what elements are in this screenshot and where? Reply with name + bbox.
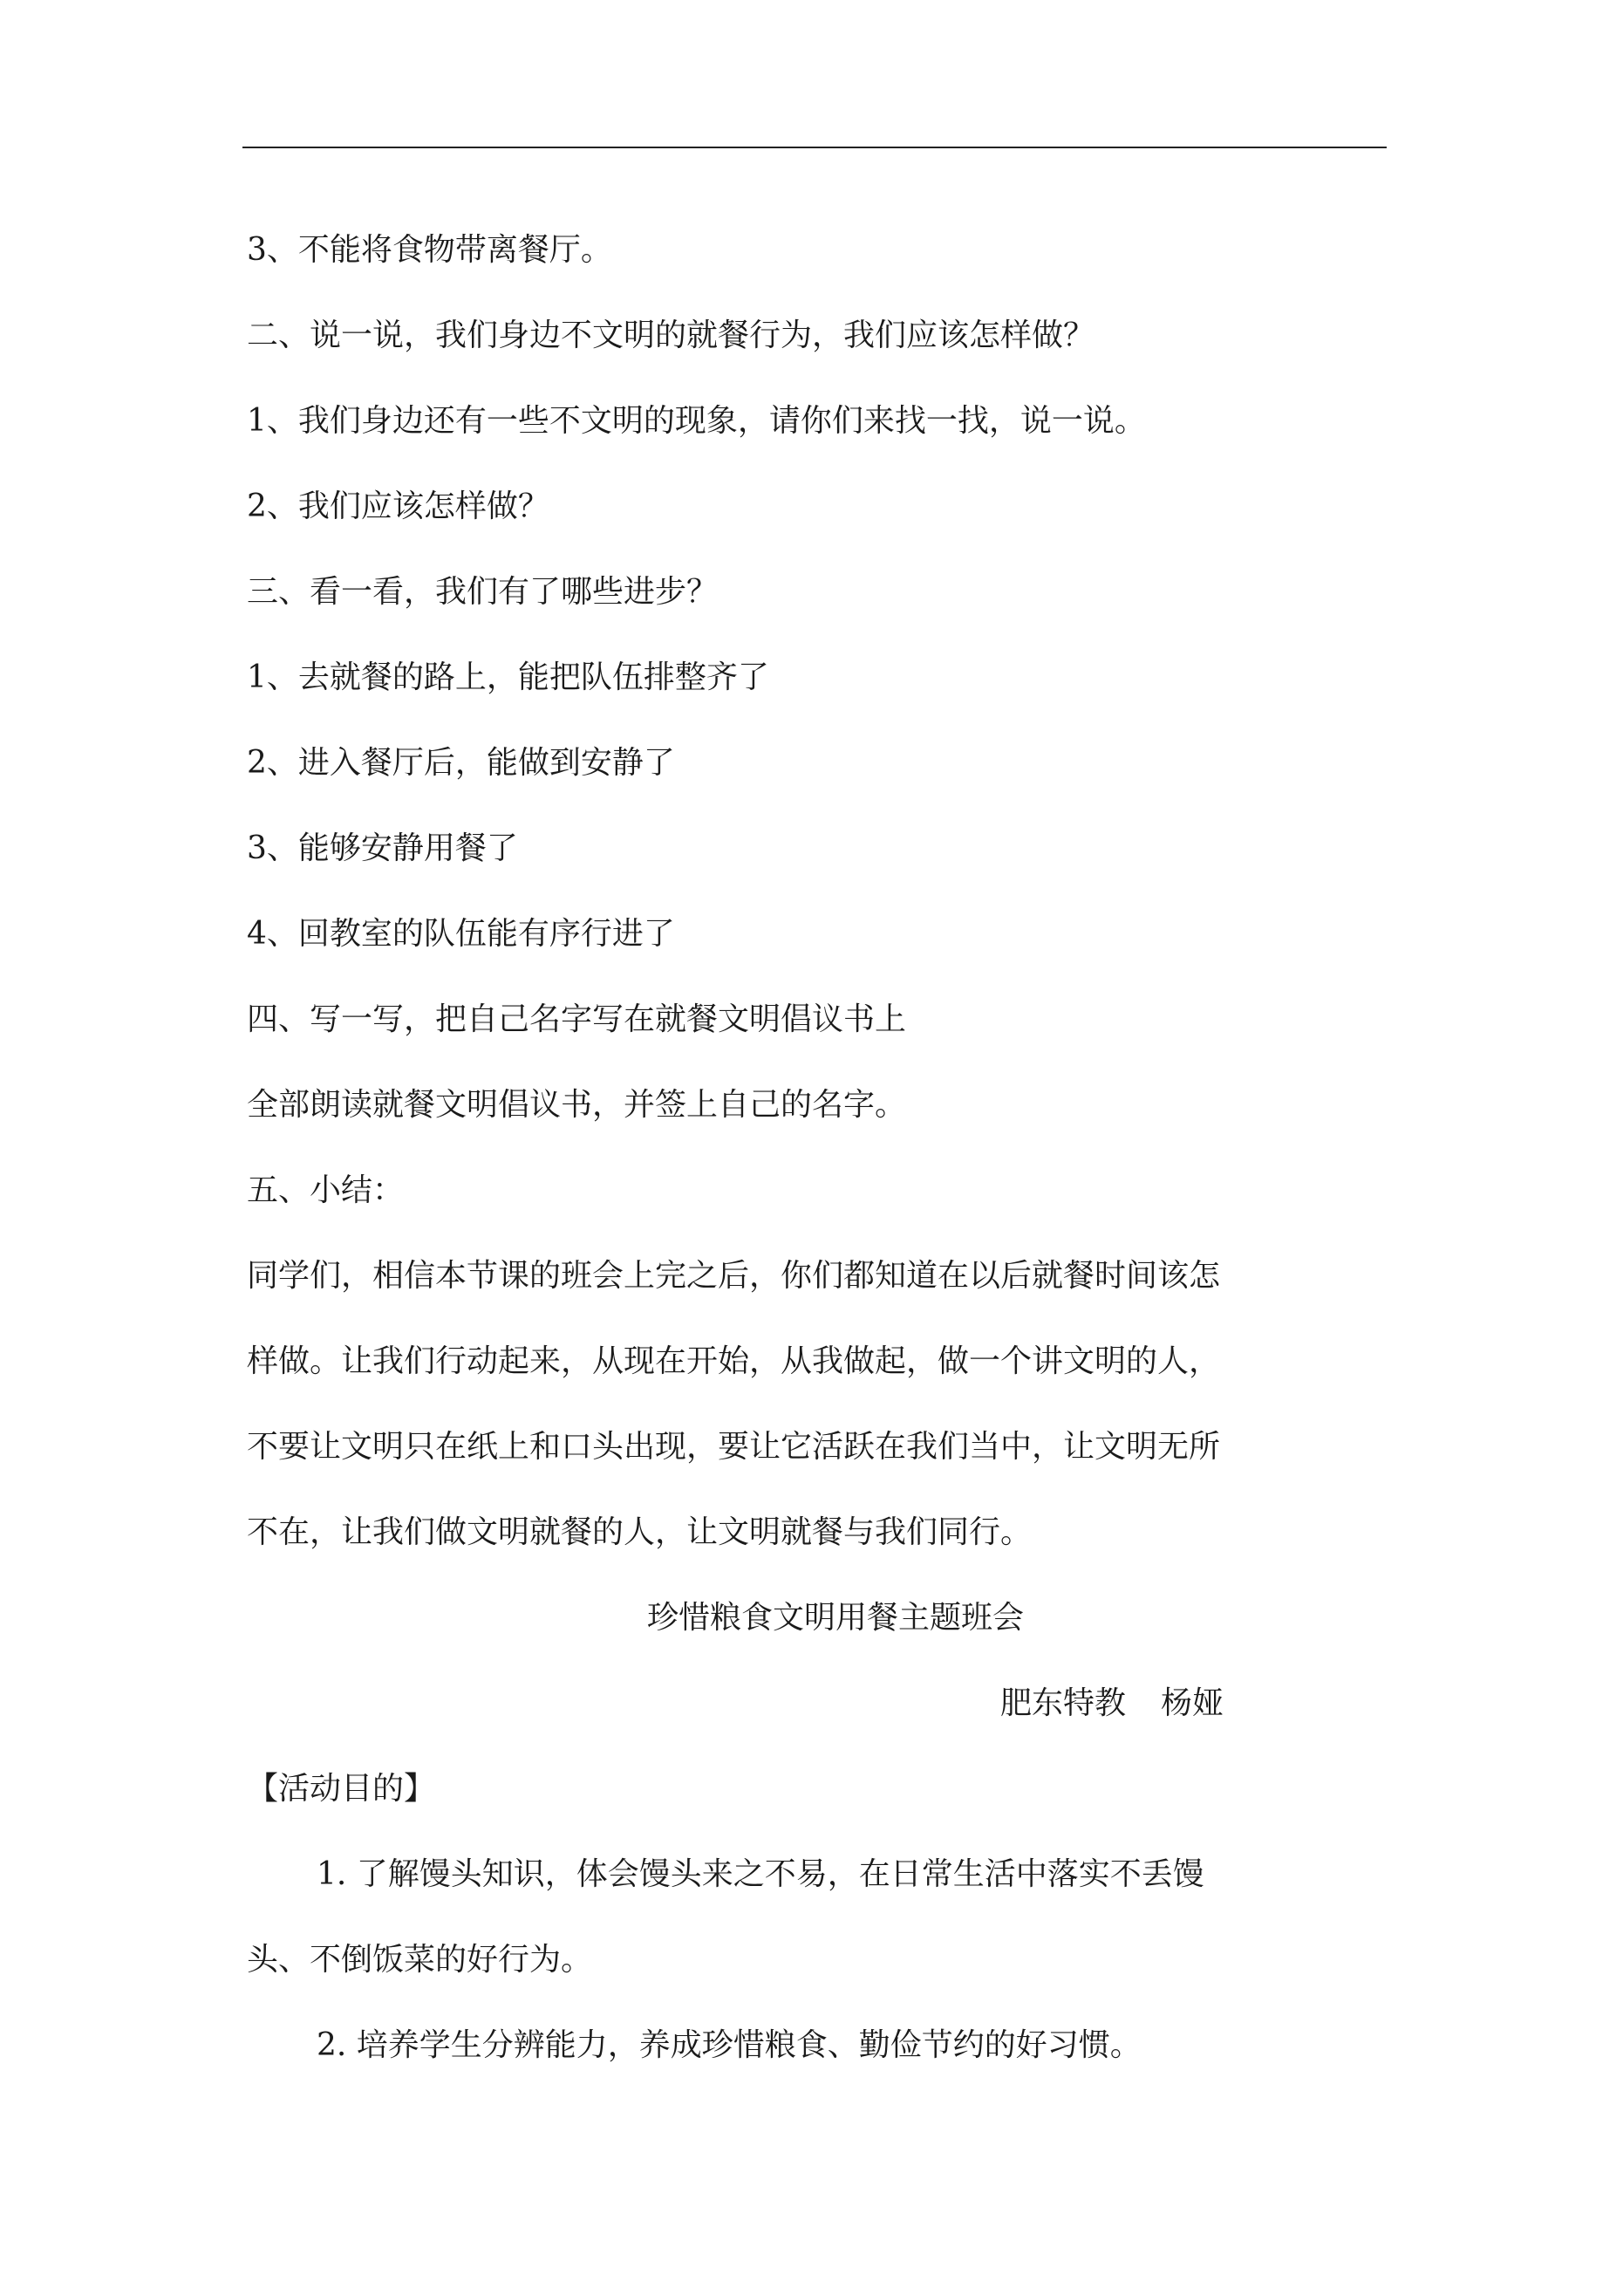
document-title: 珍惜粮食文明用餐主题班会	[646, 1600, 1024, 1636]
summary-line: 样做。让我们行动起来，从现在开始，从我做起，做一个讲文明的人，	[247, 1343, 1221, 1379]
header-rule	[242, 147, 1387, 148]
author-line	[247, 1661, 1381, 1746]
text-line: 3、不能将食物带离餐厅。	[247, 232, 612, 268]
text-line: 2、我们应该怎样做？	[247, 489, 549, 524]
section-heading: 二、说一说，我们身边不文明的就餐行为，我们应该怎样做？	[247, 318, 1095, 353]
text-line: 1、去就餐的路上，能把队伍排整齐了	[247, 659, 769, 695]
section-heading: 五、小结：	[247, 1172, 405, 1208]
section-heading: 三、看一看，我们有了哪些进步？	[247, 574, 719, 610]
document-body	[247, 208, 1381, 2088]
author-name: 杨娅	[1160, 1685, 1224, 1721]
purpose-heading: 【活动目的】	[247, 1771, 436, 1807]
text-line: 3、能够安静用餐了	[247, 830, 518, 866]
author-school: 肥东特教	[999, 1685, 1126, 1721]
summary-line: 同学们，相信本节课的班会上完之后，你们都知道在以后就餐时间该怎	[247, 1258, 1221, 1294]
purpose-line: 2. 培养学生分辨能力，养成珍惜粮食、勤俭节约的好习惯。	[317, 2027, 1142, 2063]
summary-line: 不要让文明只在纸上和口头出现，要让它活跃在我们当中，让文明无所	[247, 1429, 1221, 1465]
purpose-line: 头、不倒饭菜的好行为。	[247, 1942, 593, 1978]
section-heading: 四、写一写，把自己名字写在就餐文明倡议书上	[247, 1001, 907, 1037]
text-line: 1、我们身边还有一些不文明的现象，请你们来找一找，说一说。	[247, 403, 1146, 439]
purpose-line: 1. 了解馒头知识，体会馒头来之不易，在日常生活中落实不丢馒	[317, 1856, 1204, 1892]
summary-line: 不在，让我们做文明就餐的人，让文明就餐与我们同行。	[247, 1514, 1033, 1550]
text-line: 2、进入餐厅后，能做到安静了	[247, 745, 675, 781]
text-line: 全部朗读就餐文明倡议书，并签上自己的名字。	[247, 1087, 907, 1123]
text-line: 4、回教室的队伍能有序行进了	[247, 916, 675, 952]
